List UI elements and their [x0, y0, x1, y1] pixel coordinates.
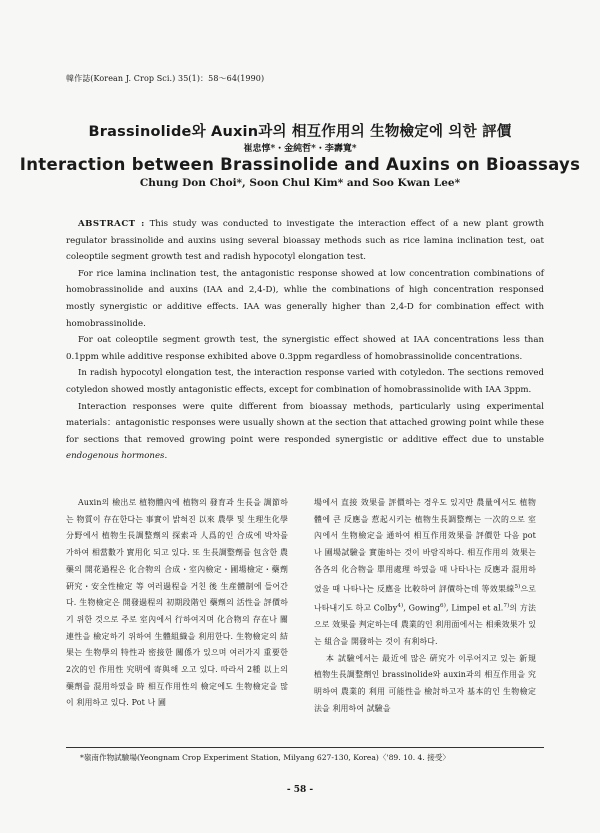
affiliation-footnote: *嶺南作物試驗場(Yeongnam Crop Experiment Station, Milyang 627-130, Korea)〈'89. 10. 4. 接受〉 [80, 753, 451, 762]
abstract-paragraph-2: For rice lamina inclination test, the antagonistic response showed at low concentration combinations of homobrassinolide and auxins (IAA and 2,4-D), whlie the combinations of high concentration responsed mostly synergistic or additive effects. IAA was generally higher than 2,4-D for combination effect with homobrassinolide. [66, 268, 544, 329]
korean-authors: 崔忠惇*・金純哲*・李壽寬* [243, 144, 357, 154]
body-right-paragraph-1 [314, 495, 536, 651]
body-right-text-c: , Gowing [403, 603, 441, 613]
reference-superscript: 4) [397, 602, 404, 609]
abstract-text-5-end: . [164, 451, 168, 462]
abstract-paragraph-3: For oat coleoptile segment growth test, the synergistic effect showed at IAA concentrations less than 0.1ppm while additive response exhibited above 0.3ppm regardless of homobrassinolide concentrations. [66, 335, 544, 362]
reference-superscript: 6) [440, 602, 446, 609]
body-column-left [66, 495, 288, 712]
reference-superscript: 5) [514, 583, 521, 590]
abstract-text-5: Interaction responses were quite different from bioassay methods, particularly using experimental materials：antagonistic responses were usually shown at the section that attached growing point while these for sections that removed growing point were responded synergistic or additive effect due to unstable [66, 401, 544, 445]
abstract [66, 216, 544, 465]
abstract-paragraph-4: In radish hypocotyl elongation test, the interaction response varied with cotyledon. The sections removed cotyledon showed mostly antagonistic effects, except for combination of homobrassinolide with IAA 3ppm. [66, 368, 544, 395]
body-column-right [314, 495, 536, 717]
body-right-text-e: 의 方法으로 效果를 判定하는데 農業的인 利用面에서는 相乘效果가 있는 組合을 開發하는 것이 有利하다. [314, 603, 537, 646]
abstract-label: ABSTRACT : [78, 219, 145, 229]
abstract-paragraph-1 [66, 216, 544, 266]
english-authors: Chung Don Choi*, Soon Chul Kim* and Soo Kwan Lee* [139, 177, 461, 189]
body-right-paragraph-2: 本 試驗에서는 最近에 많은 硏究가 이루어지고 있는 新規 植物生長調整劑인 brassinolide와 auxin과의 相互作用을 究明하여 農業的 利用 可能性을 檢討하고자 基本的인 生物檢定法을 利用하여 試驗을 [314, 653, 536, 713]
abstract-paragraph-5 [66, 399, 544, 465]
body-left-paragraph: Auxin의 檢出로 植物體內에 植物의 發育과 生長을 調節하는 物質이 存在한다는 事實이 밝혀진 以來 農學 및 生理生化學分野에서 植物生長調整劑의 探索과 人爲的인 合成에 박차를 가하여 相當數가 實用化 되고 있다. 또 生長調整劑를 包含한 農藥의 開花過程은 化合物의 合成・室內檢定・圃場檢定・藥劑硏究・安全性檢定 等 여러過程을 거친 後 生産體制에 들어간다. 生物檢定은 開發過程의 初期段階인 藥劑의 活性을 評價하기 위한 것으로 주로 室內에서 行하여지며 化合物의 存在나 關連性을 檢定하기 위하여 生體組織을 利用한다. 生物檢定의 結果는 生物學의 特性과 密接한 關係가 있으며 여러가지 重要한 2次的인 作用性 究明에 寄與해 오고 있다. 따라서 2種 以上의 藥劑를 混用하였을 時 相互作用性의 檢定에도 生物檢定을 많이 利用하고 있다. Pot 나 圃 [66, 498, 288, 708]
body-right-text-b: 으로 나타내기도 하고 Colby [314, 584, 536, 613]
abstract-italic-term: endogenous hormones [66, 451, 165, 462]
korean-title: Brassinolide와 Auxin과의 相互作用의 生物檢定에 의한 評價 [88, 124, 512, 140]
body-right-text-d: , Limpel et al. [446, 603, 504, 613]
abstract-text-1: This study was conducted to investigate the interaction effect of a new plant growth regulator brassinolide and auxins using several bioassay methods such as rice lamina inclination test, oat coleoptile segment growth test and radish hypocotyl elongation test. [66, 219, 544, 263]
page-number: - 58 - [286, 785, 314, 795]
footnote-divider [66, 747, 544, 748]
body-right-text-a: 場에서 直接 效果를 評價하는 경우도 있지만 農量에서도 植物體에 큰 反應을 惹起시키는 植物生長調整劑는 一次的으로 室內에서 生物檢定을 通하여 相互作用效果를 評價한 다음 pot 나 圃場試驗을 實施하는 것이 바람직하다. 相互作用의 效果는 各各의 化合物을 單用處理 하였을 때 나타나는 反應과 混用하였을 때 나타나는 反應을 比較하여 評價하는데 等效果線 [314, 498, 536, 594]
english-title: Interaction between Brassinolide and Auxins on Bioassays [19, 155, 581, 174]
journal-citation: 韓作誌(Korean J. Crop Sci.) 35(1)：58～64(1990) [66, 74, 265, 83]
reference-superscript: 7) [503, 602, 510, 609]
